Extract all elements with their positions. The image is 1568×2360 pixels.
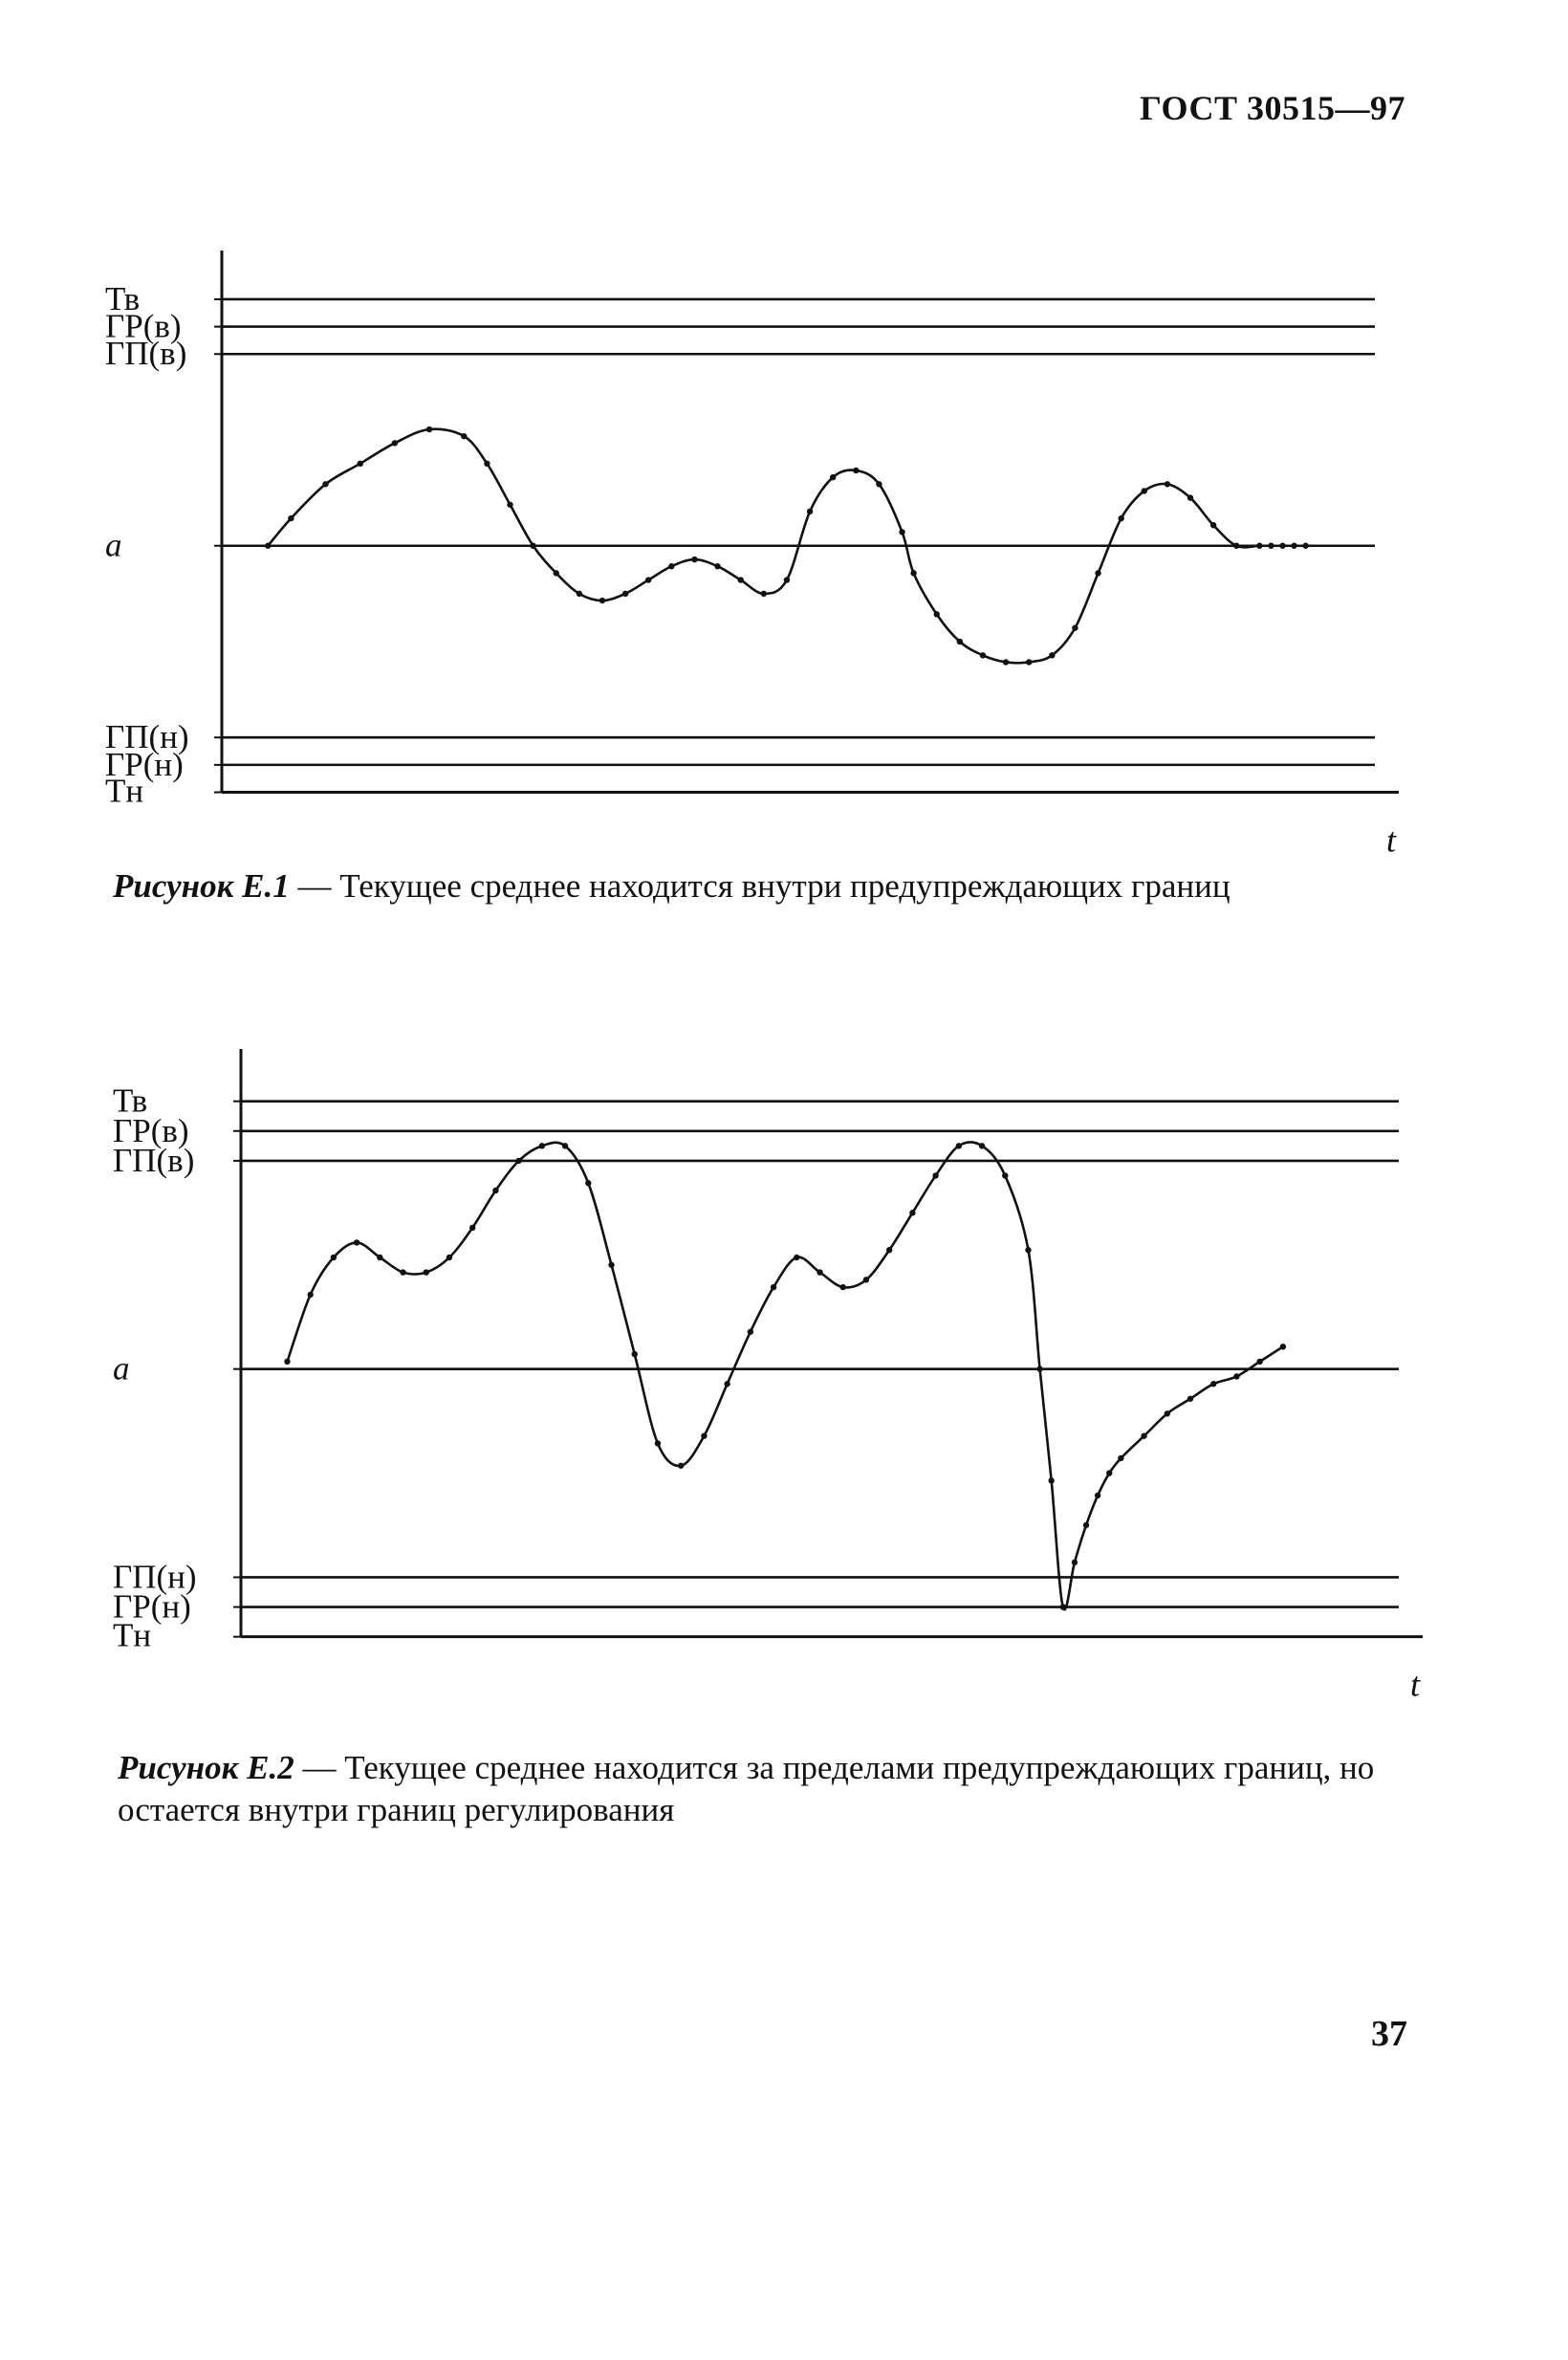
chart-e1-data-point <box>876 481 882 487</box>
chart-e2-data-point <box>1002 1172 1008 1178</box>
chart-e2-data-point <box>909 1210 915 1215</box>
chart-e1-data-point <box>554 570 559 576</box>
chart-e1-data-point <box>1142 488 1147 493</box>
chart-e2-data-point <box>1106 1470 1112 1475</box>
chart-e2-data-point <box>1256 1359 1262 1365</box>
chart-e2-level-label-гпв: ГП(в) <box>113 1141 195 1179</box>
chart-e2-data-point <box>1072 1560 1078 1565</box>
chart-e1-data-point <box>1256 543 1262 549</box>
chart-e2-data-point <box>817 1269 822 1275</box>
chart-e1-data-point <box>461 433 467 439</box>
caption-e2-label: Рисунок Е.2 <box>118 1749 294 1786</box>
chart-e2-data-point <box>1118 1455 1123 1461</box>
chart-e2-data-point <box>400 1269 405 1275</box>
chart-e1-data-point <box>392 440 398 446</box>
chart-e2-data-point <box>956 1143 962 1148</box>
chart-e2-data-point <box>331 1255 337 1260</box>
chart-e2-data-point <box>608 1262 614 1268</box>
chart-e2-data-point <box>424 1269 429 1275</box>
chart-e1-data-point <box>1233 543 1239 549</box>
caption-e1 <box>113 865 1432 907</box>
chart-e2-data-point <box>1280 1344 1286 1349</box>
chart-e2-data-point <box>771 1284 776 1290</box>
chart-e1-data-point <box>1072 624 1078 630</box>
chart-e2-level-label-тн: Тн <box>113 1616 152 1654</box>
chart-e2-data-point <box>748 1329 753 1335</box>
chart-e2-data-point <box>701 1432 707 1438</box>
chart-e2-data-point <box>1233 1373 1239 1379</box>
chart-e2-data-point <box>1036 1366 1042 1371</box>
chart-e1-data-point <box>1302 543 1308 549</box>
chart-e2-running-mean-curve <box>287 1142 1282 1609</box>
chart-e1-level-label-тв: Тв <box>105 279 141 317</box>
chart-e1-level-label-a: a <box>105 526 122 564</box>
chart-e2-data-point <box>1141 1432 1146 1438</box>
chart-e2-data-point <box>794 1255 799 1260</box>
chart-e2-data-point <box>632 1351 638 1357</box>
chart-e2-data-point <box>492 1188 498 1193</box>
chart-e2-data-point <box>1049 1477 1055 1483</box>
chart-e1-data-point <box>530 543 535 549</box>
chart-e1-data-point <box>980 652 986 658</box>
chart-e1-data-point <box>322 481 328 487</box>
chart-e2-data-point <box>585 1180 591 1186</box>
caption-e1-text: — Текущее среднее находится внутри предупреждающих границ <box>289 867 1230 905</box>
chart-e1-level-label-гпн: ГП(н) <box>105 718 189 756</box>
chart-e1-level-label-тн: Тн <box>105 772 144 810</box>
chart-e2-data-point <box>1210 1381 1216 1387</box>
chart-e2-data-point <box>1025 1247 1031 1253</box>
chart-e2-data-point <box>655 1440 661 1446</box>
chart-e2-level-label-грв: ГР(в) <box>113 1111 189 1149</box>
chart-e1-data-point <box>1210 522 1216 528</box>
chart-e2-data-point <box>539 1143 545 1148</box>
chart-e1-data-point <box>288 515 294 521</box>
chart-e2-data-point <box>446 1255 452 1260</box>
chart-e1-data-point <box>645 577 651 582</box>
chart-e2-data-point <box>932 1172 938 1178</box>
caption-e2 <box>118 1747 1437 1831</box>
chart-e1-data-point <box>599 598 605 603</box>
chart-e2-data-point <box>840 1284 846 1290</box>
chart-e1-data-point <box>934 611 940 617</box>
chart-e2-data-point <box>354 1239 359 1245</box>
chart-e1-data-point <box>1118 515 1123 521</box>
chart-e1-data-point <box>622 591 628 597</box>
chart-e1-data-point <box>691 557 697 562</box>
chart-e1-data-point <box>738 577 744 582</box>
caption-e1-label: Рисунок Е.1 <box>113 867 290 905</box>
chart-e2-data-point <box>724 1381 730 1387</box>
chart-e1-data-point <box>1003 659 1009 665</box>
chart-e2-data-point <box>307 1292 313 1298</box>
chart-e1-svg <box>0 239 1568 860</box>
figure-e1 <box>0 239 1568 860</box>
chart-e2-data-point <box>1165 1410 1170 1416</box>
chart-e2-level-label-гпн: ГП(н) <box>113 1558 197 1596</box>
chart-e2-data-point <box>886 1247 892 1253</box>
chart-e2-data-point <box>979 1143 985 1148</box>
chart-e1-data-point <box>1165 481 1170 487</box>
chart-e1-data-point <box>853 468 859 473</box>
chart-e1-data-point <box>784 577 790 582</box>
chart-e2-level-label-a: a <box>113 1349 130 1388</box>
chart-e1-level-label-гпв: ГП(в) <box>105 335 187 373</box>
chart-e2-svg <box>0 1038 1568 1707</box>
chart-e2-x-axis-label: t <box>1410 1665 1421 1704</box>
chart-e1-data-point <box>761 591 767 597</box>
chart-e1-data-point <box>507 502 512 508</box>
chart-e1-data-point <box>668 563 674 569</box>
chart-e1-data-point <box>1279 543 1285 549</box>
chart-e1-data-point <box>830 474 836 480</box>
chart-e2-data-point <box>1083 1522 1089 1528</box>
chart-e1-data-point <box>1049 652 1055 658</box>
chart-e2-data-point <box>515 1158 521 1164</box>
chart-e2-data-point <box>1187 1396 1193 1402</box>
chart-e1-data-point <box>265 543 271 549</box>
chart-e1-data-point <box>484 461 490 467</box>
chart-e2-data-point <box>562 1143 568 1148</box>
chart-e1-x-axis-label: t <box>1386 820 1397 860</box>
caption-e2-text: — Текущее среднее находится за пределами предупреждающих границ, но остается внутри границ регулирования <box>118 1749 1375 1828</box>
chart-e2-level-label-тв: Тв <box>113 1082 148 1120</box>
chart-e1-data-point <box>577 591 582 597</box>
chart-e1-data-point <box>714 563 720 569</box>
chart-e2-data-point <box>284 1359 290 1365</box>
chart-e1-data-point <box>899 529 904 535</box>
chart-e2-data-point <box>1095 1493 1100 1498</box>
chart-e1-data-point <box>1026 659 1032 665</box>
chart-e2-data-point <box>377 1255 382 1260</box>
chart-e1-data-point <box>957 639 963 645</box>
chart-e1-level-label-грв: ГР(в) <box>105 307 182 345</box>
chart-e1-data-point <box>1291 543 1296 549</box>
chart-e1-level-label-грн: ГР(н) <box>105 745 184 783</box>
chart-e1-data-point <box>1187 494 1193 500</box>
chart-e1-data-point <box>1268 543 1274 549</box>
chart-e1-data-point <box>1095 570 1100 576</box>
chart-e1-data-point <box>807 509 813 514</box>
document-code-header: ГОСТ 30515—97 <box>1140 89 1405 127</box>
chart-e2-data-point <box>469 1225 475 1231</box>
chart-e2-level-label-грн: ГР(н) <box>113 1587 191 1626</box>
page-number: 37 <box>1371 2014 1407 2054</box>
chart-e1-data-point <box>910 570 916 576</box>
chart-e2-data-point <box>863 1277 869 1282</box>
chart-e1-data-point <box>426 426 432 432</box>
figure-e2 <box>0 1038 1568 1707</box>
chart-e2-data-point <box>1060 1604 1066 1609</box>
chart-e2-data-point <box>678 1463 684 1469</box>
chart-e1-data-point <box>358 461 363 467</box>
